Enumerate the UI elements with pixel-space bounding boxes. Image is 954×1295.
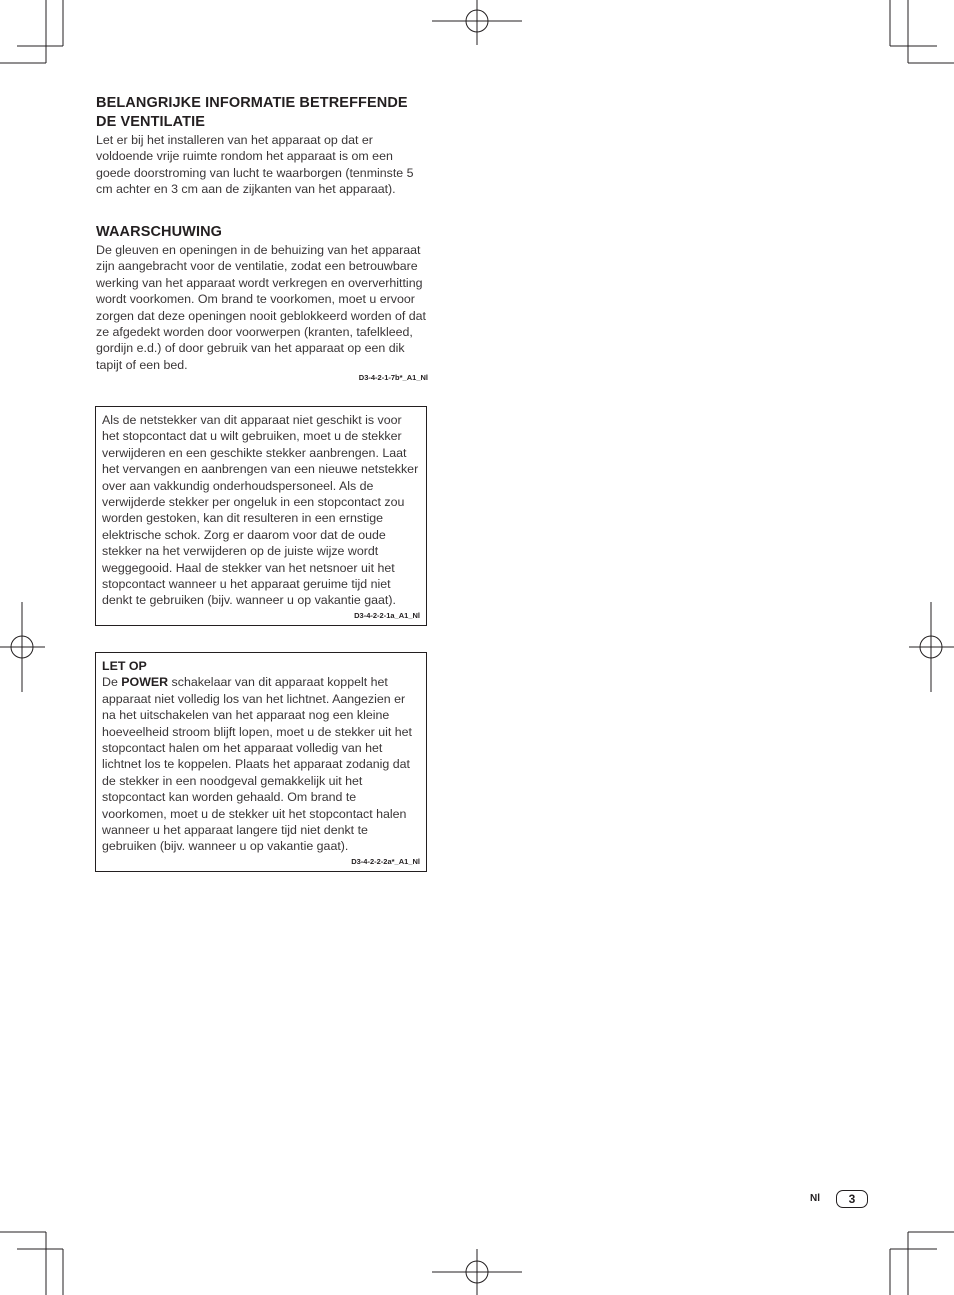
plug-notice-box — [95, 406, 427, 626]
warning-heading: WAARSCHUWING — [96, 224, 223, 240]
crop-mark-icon — [890, 0, 954, 63]
ventilation-body: Let er bij het installeren van het apparaat op dat er voldoende vrije ruimte rondom het apparaat is om een goede doorstroming van lucht te waarborgen (tenminste 5 cm achter en 3 cm aan de zijkanten van het apparaat). — [96, 133, 414, 197]
crop-mark-icon — [0, 0, 63, 63]
registration-crosshair-icon — [909, 602, 954, 692]
power-label: POWER — [121, 675, 169, 690]
registration-crosshair-icon — [432, 1249, 522, 1295]
page-number: 3 — [836, 1190, 868, 1208]
page-footer — [0, 1190, 954, 1210]
registration-crosshair-icon — [432, 0, 522, 45]
ventilation-heading: BELANGRIJKE INFORMATIE BETREFFENDE DE VENTILATIE — [96, 95, 408, 130]
plug-notice-code: D3-4-2-2-1a_A1_Nl — [354, 610, 420, 620]
ventilation-section — [96, 94, 428, 198]
caution-text — [102, 658, 420, 855]
crop-mark-icon — [0, 1232, 63, 1295]
registration-crosshair-icon — [0, 602, 45, 692]
language-code: Nl — [810, 1193, 820, 1204]
caution-box — [95, 652, 427, 872]
caution-code: D3-4-2-2-2a*_A1_Nl — [351, 856, 420, 866]
warning-section — [96, 223, 428, 383]
caution-prefix: De — [102, 675, 122, 690]
plug-notice-body: Als de netstekker van dit apparaat niet geschikt is voor het stopcontact dat u wilt gebruiken, moet u de stekker verwijderen en een geschikte stekker aanbrengen. Laat het vervangen en aanbrengen van een nieuwe netstekker over aan vakkundig onderhoudspersoneel. Als de verwijderde stekker per ongeluk in een stopcontact zou worden gestoken, kan dit resulteren in een ernstige elektrische schok. Zorg er daarom voor dat de oude stekker na het verwijderen op de juiste wijze wordt weggegooid. Haal de stekker van het netsnoer uit het stopcontact wanneer u het apparaat geruime tijd niet denkt te gebruiken (bijv. wanneer u op vakantie gaat). — [102, 413, 419, 608]
warning-code: D3-4-2-1-7b*_A1_Nl — [358, 373, 428, 383]
caution-body: schakelaar van dit apparaat koppelt het apparaat niet volledig los van het lichtnet. Aangezien er na het uitschakelen van het apparaat nog een kleine hoeveelheid stroom blijft lopen, moet u de stekker uit het stopcontact halen om het apparaat volledig van het lichtnet los te koppelen. Plaats het apparaat zodanig dat de stekker in een noodgeval gemakkelijk uit het stopcontact kan worden gehaald. Om brand te voorkomen, moet u de stekker uit het stopcontact halen wanneer u het apparaat langere tijd niet denkt te gebruiken (bijv. wanneer u op vakantie gaat). — [102, 675, 412, 854]
warning-body: De gleuven en openingen in de behuizing van het apparaat zijn aangebracht voor de ventilatie, zodat een betrouwbare werking van het apparaat wordt verkregen en oververhitting wordt voorkomen. Om brand te voorkomen, moet u ervoor zorgen dat deze openingen nooit geblokkeerd worden of dat ze afgedekt worden door voorwerpen (kranten, tafelkleed, gordijn e.d.) of door gebruik van het apparaat op een dik tapijt of een bed. — [96, 243, 426, 372]
crop-mark-icon — [890, 1232, 954, 1295]
caution-heading: LET OP — [102, 659, 147, 673]
